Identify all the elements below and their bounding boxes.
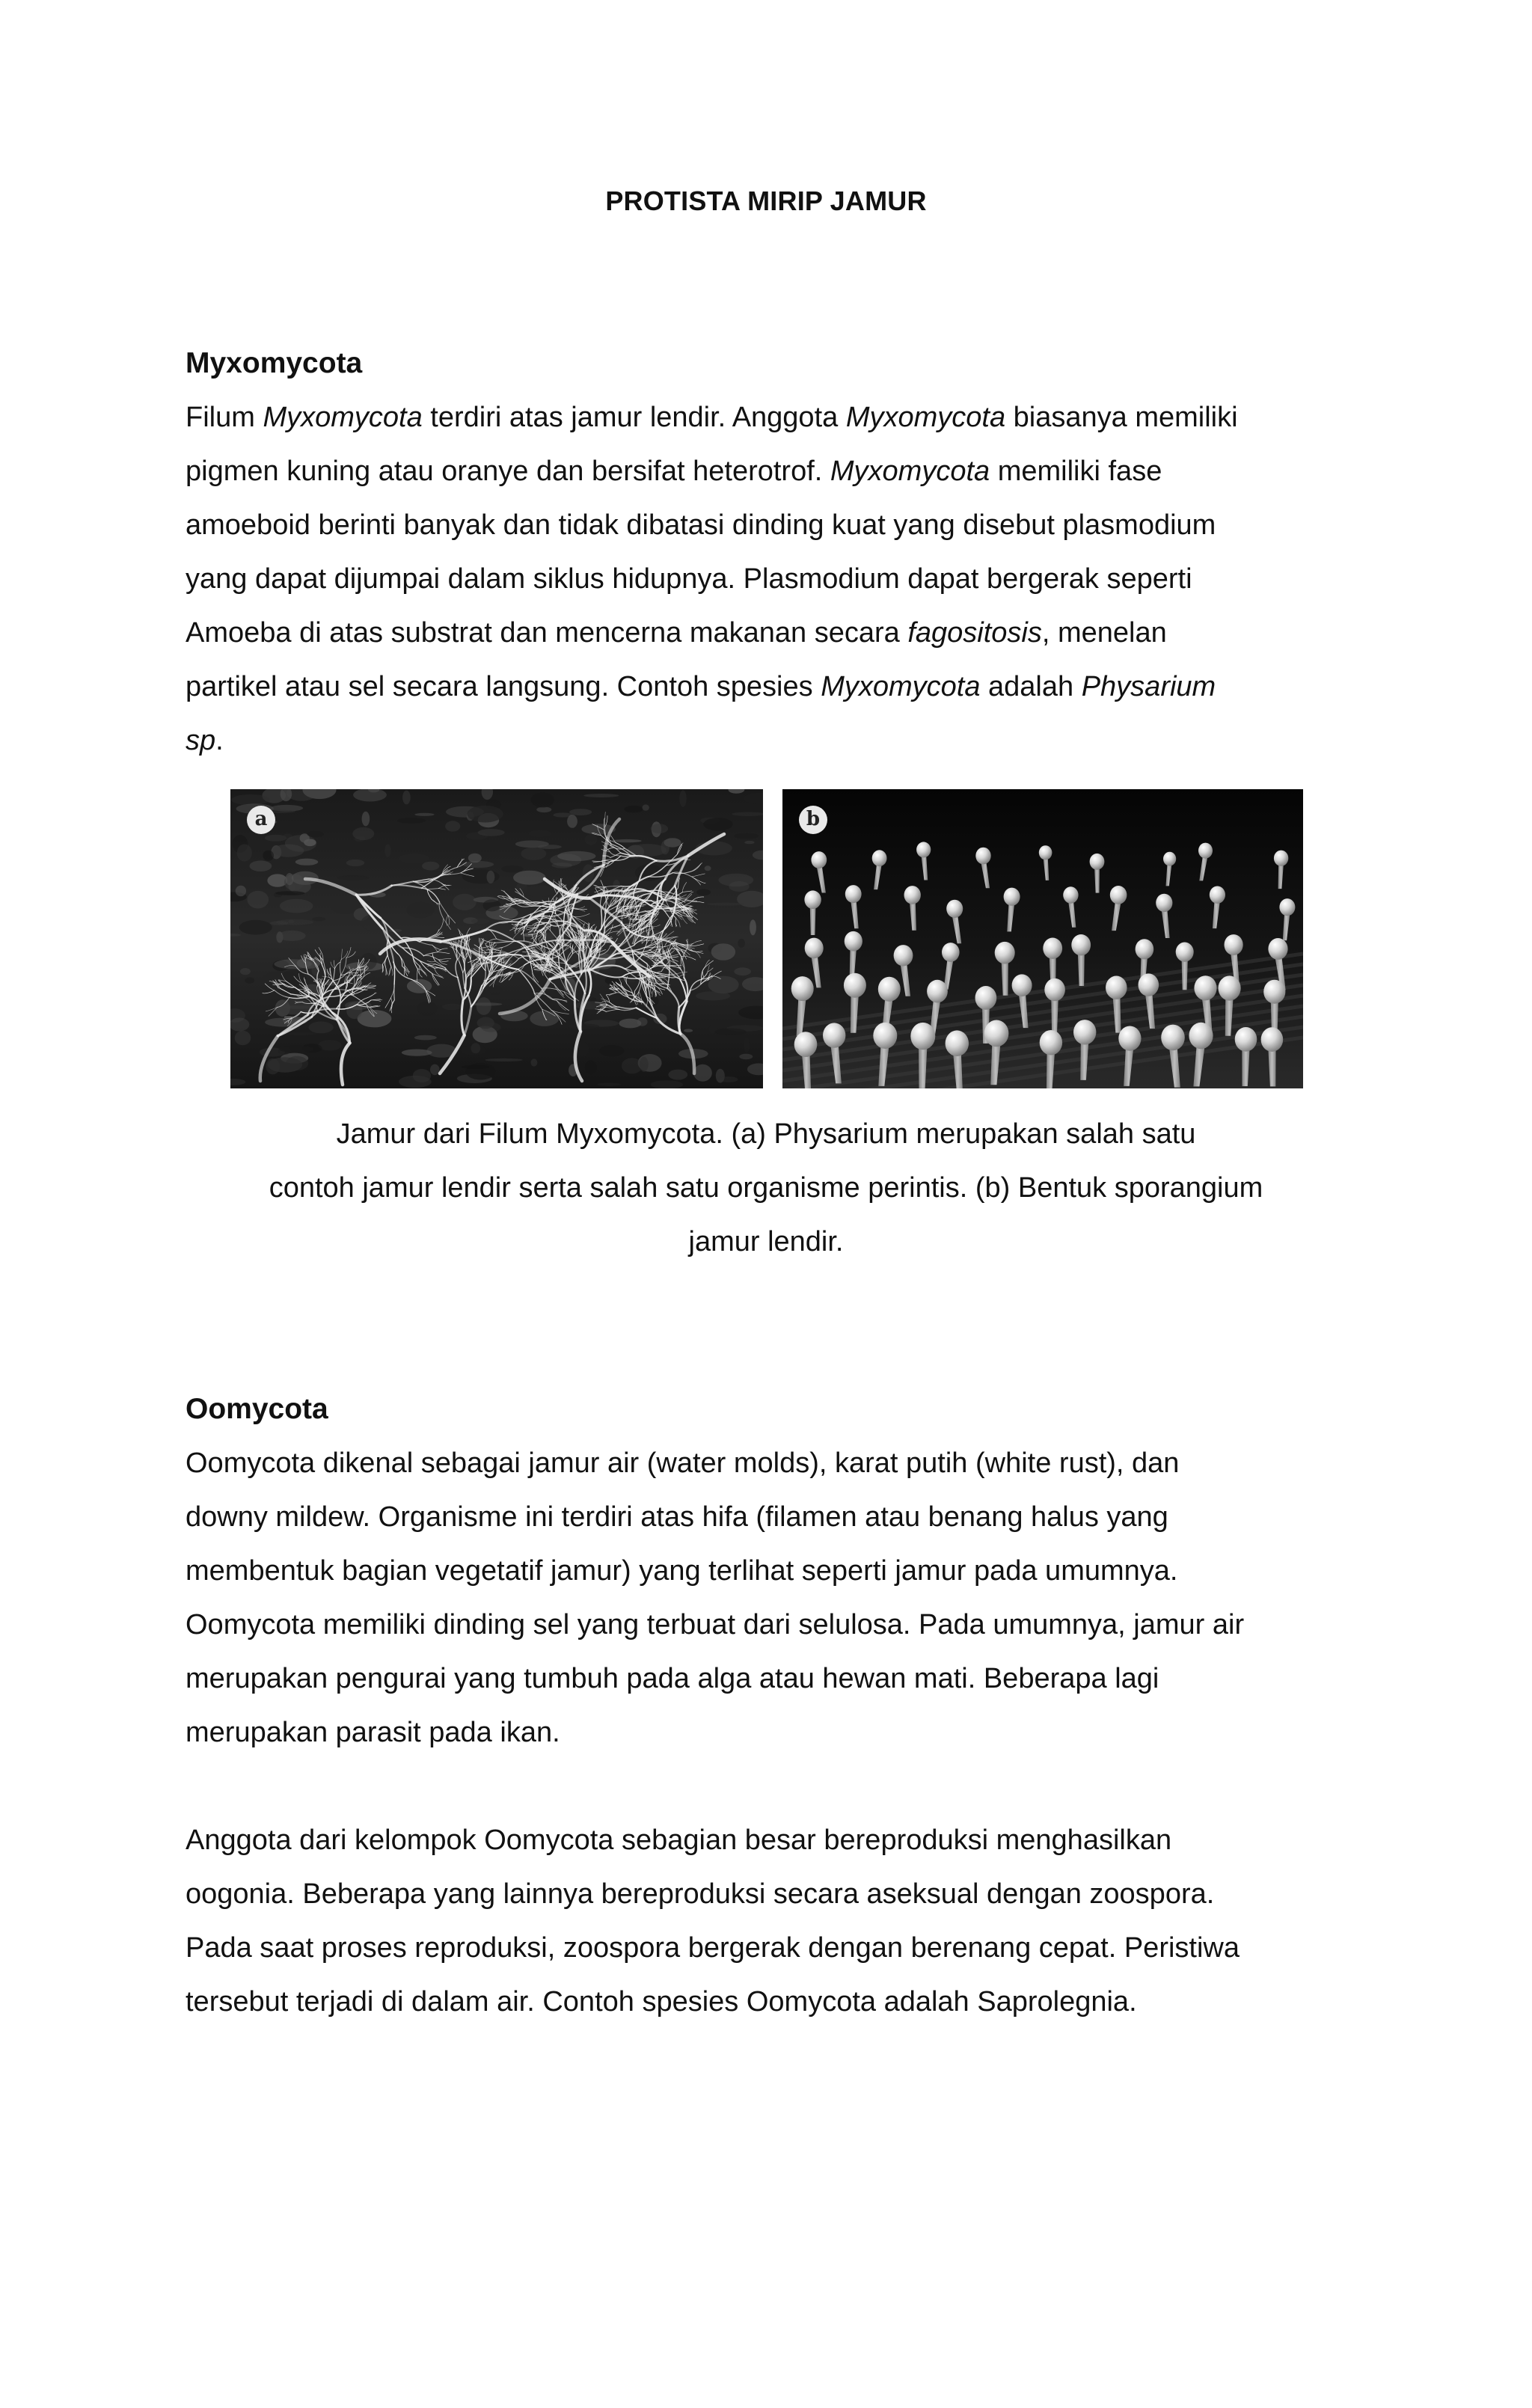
- text-run: adalah: [980, 671, 1082, 702]
- plasmodium-network-image: [230, 789, 763, 1088]
- italic-term: Myxomycota: [821, 671, 981, 702]
- text-run: amoeboid berinti banyak dan tidak dibatasi dinding kuat yang disebut plasmodium: [186, 509, 1216, 541]
- paragraph-line: [186, 660, 1352, 714]
- sporangia-image: [782, 789, 1303, 1088]
- text-run: pigmen kuning atau oranye dan bersifat heterotrof.: [186, 456, 830, 487]
- paragraph-line: Oomycota memiliki dinding sel yang terbuat dari selulosa. Pada umumnya, jamur air: [186, 1609, 1245, 1640]
- paragraph-line: Anggota dari kelompok Oomycota sebagian besar bereproduksi menghasilkan: [186, 1825, 1172, 1856]
- paragraph-line: [186, 498, 1352, 552]
- caption-line: jamur lendir.: [688, 1226, 844, 1257]
- figure-label-a: a: [247, 806, 275, 834]
- sporangium-photo: [782, 789, 1303, 1088]
- oomycota-heading: Oomycota: [186, 1393, 328, 1425]
- italic-term: sp: [186, 725, 216, 756]
- myxomycota-heading: Myxomycota: [186, 347, 363, 379]
- paragraph-line: membentuk bagian vegetatif jamur) yang terlihat seperti jamur pada umumnya.: [186, 1555, 1178, 1587]
- myxomycota-figure: [230, 789, 1303, 1088]
- italic-term: Myxomycota: [263, 402, 423, 433]
- italic-term: fagositosis: [907, 617, 1042, 649]
- myxomycota-paragraph: [186, 390, 1352, 768]
- text-run: Amoeba di atas substrat dan mencerna makanan secara: [186, 617, 908, 649]
- paragraph-line: [186, 606, 1352, 660]
- paragraph-line: merupakan parasit pada ikan.: [186, 1717, 560, 1748]
- paragraph-line: downy mildew. Organisme ini terdiri atas hifa (filamen atau benang halus yang: [186, 1501, 1168, 1533]
- text-run: yang dapat dijumpai dalam siklus hidupnya. Plasmodium dapat bergerak seperti: [186, 563, 1192, 595]
- paragraph-line: merupakan pengurai yang tumbuh pada alga atau hewan mati. Beberapa lagi: [186, 1663, 1159, 1694]
- paragraph-line: [186, 552, 1352, 606]
- paragraph-line: Oomycota dikenal sebagai jamur air (water molds), karat putih (white rust), dan: [186, 1447, 1180, 1479]
- oomycota-paragraph-1: [186, 1436, 1352, 1759]
- text-run: memiliki fase: [990, 456, 1162, 487]
- paragraph-line: [186, 714, 1352, 768]
- myxomycota-section: [186, 337, 1352, 768]
- figure-caption: [186, 1107, 1346, 1269]
- italic-term: Physarium: [1081, 671, 1216, 702]
- figure-label-b: b: [799, 806, 827, 834]
- text-run: partikel atau sel secara langsung. Contoh spesies: [186, 671, 821, 702]
- text-run: terdiri atas jamur lendir. Anggota: [422, 402, 846, 433]
- caption-line: Jamur dari Filum Myxomycota. (a) Physarium merupakan salah satu: [336, 1118, 1196, 1150]
- italic-term: Myxomycota: [830, 456, 990, 487]
- caption-line: contoh jamur lendir serta salah satu organisme perintis. (b) Bentuk sporangium: [269, 1172, 1263, 1204]
- page-title: PROTISTA MIRIP JAMUR: [605, 186, 927, 216]
- paragraph-line: [186, 390, 1352, 444]
- oomycota-section: [186, 1382, 1352, 2029]
- text-run: .: [215, 725, 224, 756]
- italic-term: Myxomycota: [845, 402, 1006, 433]
- paragraph-line: oogonia. Beberapa yang lainnya bereproduksi secara aseksual dengan zoospora.: [186, 1878, 1215, 1910]
- text-run: Filum: [186, 402, 263, 433]
- physarium-plasmodium-photo: [230, 789, 763, 1088]
- oomycota-paragraph-2: [186, 1813, 1352, 2029]
- text-run: biasanya memiliki: [1005, 402, 1238, 433]
- paragraph-line: Pada saat proses reproduksi, zoospora bergerak dengan berenang cepat. Peristiwa: [186, 1932, 1240, 1964]
- paragraph-line: [186, 444, 1352, 498]
- paragraph-line: tersebut terjadi di dalam air. Contoh spesies Oomycota adalah Saprolegnia.: [186, 1986, 1137, 2018]
- text-run: , menelan: [1041, 617, 1167, 649]
